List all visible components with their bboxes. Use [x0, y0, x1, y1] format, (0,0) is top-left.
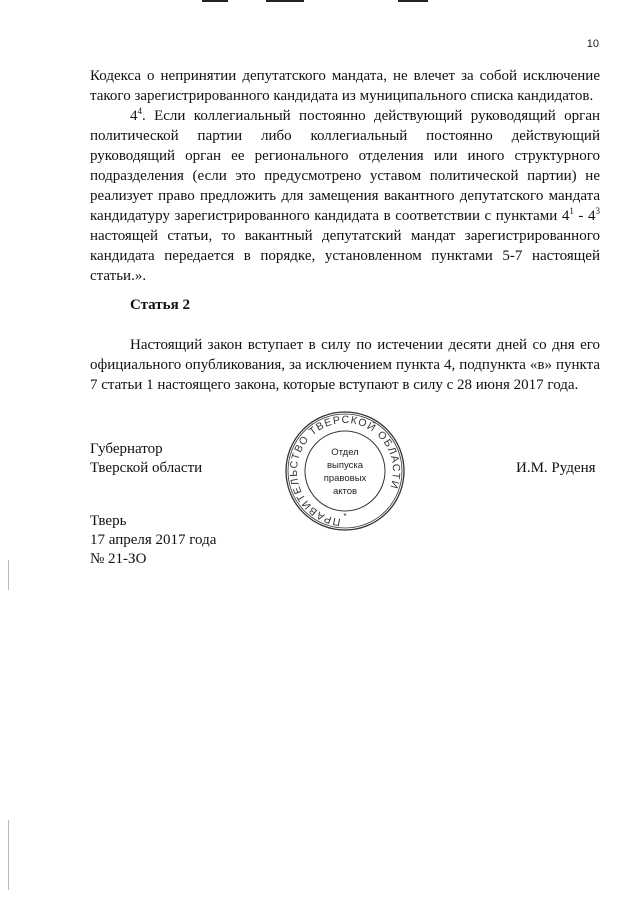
footer-date: 17 апреля 2017 года: [90, 532, 217, 548]
footer-city: Тверь: [90, 513, 127, 529]
clause-number: 4: [130, 108, 138, 124]
top-scan-mark-1: [202, 0, 228, 2]
top-scan-mark-3: [398, 0, 428, 2]
stamp-ring-text: ПРАВИТЕЛЬСТВО ТВЕРСКОЙ ОБЛАСТИ: [287, 413, 403, 528]
signatory-title: Губернатор Тверской области: [90, 441, 203, 476]
scan-edge-line: [8, 560, 9, 590]
footer-number: № 21-ЗО: [90, 551, 147, 567]
article-2: [90, 295, 600, 395]
article-2-text: Настоящий закон вступает в силу по истечении десяти дней со дня его официального опубликования, за исключением пункта 4, подпункта «в» пункта 7 статьи 1 настоящего закона, которые вступают в силу с 28 июня 2017 года.: [90, 337, 600, 393]
stamp-line-2: выпуска: [326, 460, 364, 471]
clause-superscript: 4: [137, 106, 142, 116]
scan-edge-line: [8, 820, 9, 890]
top-scan-mark-2: [266, 0, 304, 2]
paragraph-4-4: $4^4$. Если коллегиальный постоянно действующий руководящий орган политической партии либо коллегиальный постоянно действующий руководящий орган ее регионального отделения или иного структурного подразделения (если это предусмотрено уставом политической партии) не реализует право предложить для замещения вакантного депутатского мандата кандидатуру зарегистрированного кандидата в соответствии с пунктами $4^1 - 4^3$ настоящей статьи, то вакантный депутатский мандат зарегистрированного кандидата передается в порядке, установленном пунктами 5-7 настоящей статьи.».: [90, 106, 600, 284]
stamp-line-3: правовых: [323, 473, 367, 484]
page-number: 10: [586, 38, 599, 50]
official-stamp: [284, 410, 406, 532]
stamp-line-1: Отдел: [331, 447, 359, 458]
stamp-line-4: актов: [332, 486, 358, 497]
paragraph-continuation: Кодекса о непринятии депутатского мандата, не влечет за собой исключение такого зарегистрированного кандидата из муниципального списка кандидатов.: [90, 68, 600, 104]
law-text-continuation: [90, 66, 600, 286]
stamp-star-icon: *: [343, 512, 347, 521]
signatory-name: И.М. Руденя: [516, 460, 596, 476]
article-2-heading: Статья 2: [130, 297, 190, 313]
document-footer: [90, 512, 216, 569]
